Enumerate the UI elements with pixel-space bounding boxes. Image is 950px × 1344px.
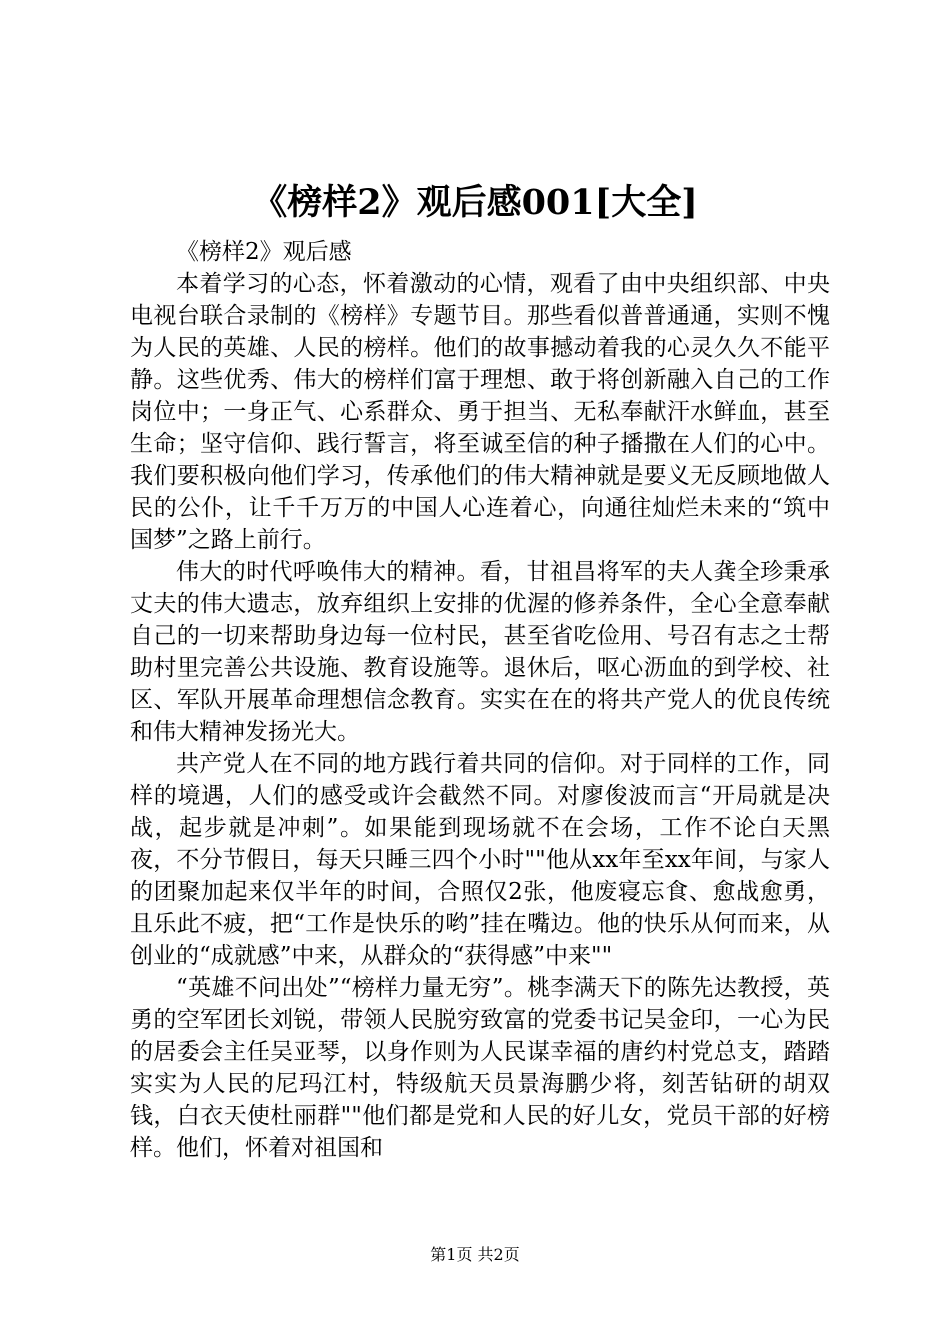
paragraph: 共产党人在不同的地方践行着共同的信仰。对于同样的工作，同样的境遇，人们的感受或许会截然不同。对廖俊波而言“开局就是决战，起步就是冲刺”。如果能到现场就不在会场，工作不论白天黑夜，不分节假日，每天只睡三四个小时""他从xx年至xx年间，与家人的团聚加起来仅半年的时间，合照仅2张，他废寝忘食、愈战愈勇，且乐此不疲，把“工作是快乐的哟”挂在嘴边。他的快乐从何而来，从创业的“成就感”中来，从群众的“获得感”中来"" — [130, 751, 830, 969]
paragraph: “英雄不问出处”“榜样力量无穷”。桃李满天下的陈先达教授，英勇的空军团长刘锐，带领人民脱穷致富的党委书记吴金印，一心为民的居委会主任吴亚琴，以身作则为人民谋幸福的唐约村党总支，踏踏实实为人民的尼玛江村，特级航天员景海鹏少将，刻苦钻研的胡双钱，白衣天使杜丽群""他们都是党和人民的好儿女，党员干部的好榜样。他们，怀着对祖国和 — [130, 975, 830, 1161]
page-footer: 第1页 共2页 — [430, 1245, 520, 1264]
paragraph: 本着学习的心态，怀着激动的心情，观看了由中央组织部、中央电视台联合录制的《榜样》专题节目。那些看似普普通通，实则不愧为人民的英雄、人民的榜样。他们的故事撼动着我的心灵久久不能平静。这些优秀、伟大的榜样们富于理想、敢于将创新融入自己的工作岗位中；一身正气、心系群众、勇于担当、无私奉献汗水鲜血，甚至生命；坚守信仰、践行誓言，将至诚至信的种子播撒在人们的心中。我们要积极向他们学习，传承他们的伟大精神就是要义无反顾地做人民的公仆，让千千万万的中国人心连着心，向通往灿烂未来的“筑中国梦”之路上前行。 — [130, 271, 830, 553]
document-title: 《榜样2》观后感001[大全] — [252, 182, 698, 223]
document-body — [130, 236, 830, 1164]
document-subtitle: 《榜样2》观后感 — [176, 239, 352, 265]
paragraph: 伟大的时代呼唤伟大的精神。看，甘祖昌将军的夫人龚全珍秉承丈夫的伟大遗志，放弃组织上安排的优渥的修养条件，全心全意奉献自己的一切来帮助身边每一位村民，甚至省吃俭用、号召有志之士帮助村里完善公共设施、教育设施等。退休后，呕心沥血的到学校、社区、军队开展革命理想信念教育。实实在在的将共产党人的优良传统和伟大精神发扬光大。 — [130, 559, 830, 745]
